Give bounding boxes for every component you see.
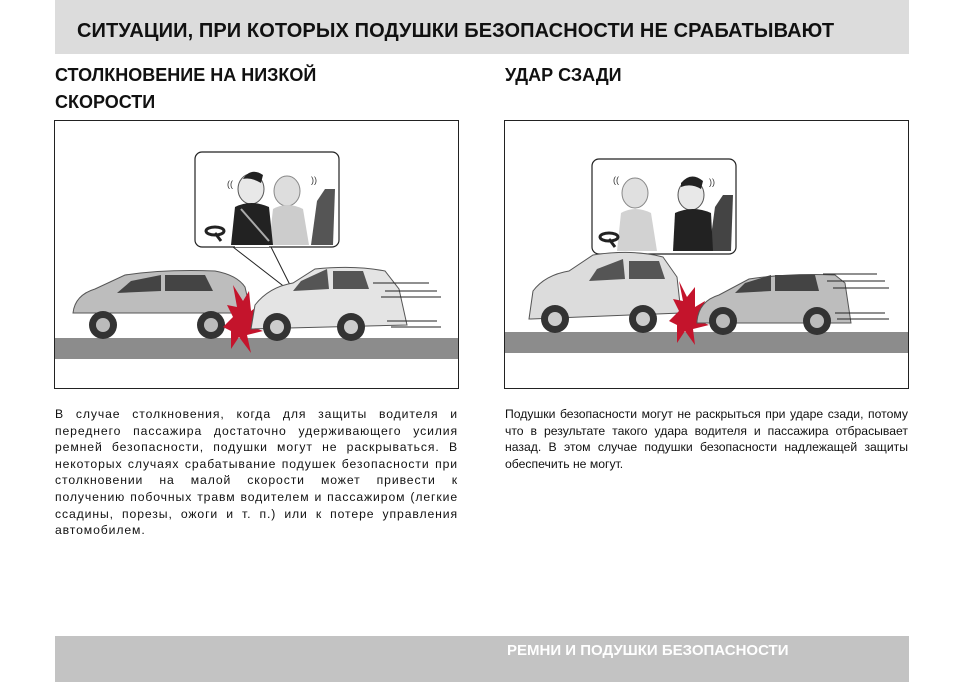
section-title-low-speed: СТОЛКНОВЕНИЕ НА НИЗКОЙ СКОРОСТИ [55,65,317,112]
car-rear-hatchback [73,271,251,340]
svg-text:((: (( [613,175,619,185]
footer-chapter-label: РЕМНИ И ПОДУШКИ БЕЗОПАСНОСТИ [507,642,789,659]
car-front-suv [529,252,681,333]
car-rear-hatchback [697,275,851,336]
road-strip [505,332,908,353]
rear-impact-description: Подушки безопасности могут не раскрыться при ударе сзади, потому что в результате такого удара водителя и пассажира отбрасывает назад. В этом случае подушки безопасности надлежащей защиты обеспечить не могут. [505,407,908,471]
low-speed-collision-figure [54,120,459,389]
low-speed-description: В случае столкновения, когда для защиты водителя и переднего пассажира достаточно удерживающего усилия ремней безопасности, подушки могут не раскрываться. В некоторых случаях срабатывание подушек безопасности при столкновении на малой скорости может привести к получению побочных травм водителем и пассажиром (легкие ссадины, порезы, ожоги и т. п.) или к потере управления автомобилем. [55,407,458,538]
rear-impact-figure [504,120,909,389]
page-title: СИТУАЦИИ, ПРИ КОТОРЫХ ПОДУШКИ БЕЗОПАСНОСТИ НЕ СРАБАТЫВАЮТ [77,20,835,42]
page-header-banner [55,0,909,54]
road-strip [55,338,458,359]
page-footer [55,636,909,682]
svg-text:((: (( [227,179,233,189]
svg-text:)): )) [709,177,715,187]
section-title-rear-impact: УДАР СЗАДИ [505,65,622,85]
svg-text:)): )) [311,175,317,185]
